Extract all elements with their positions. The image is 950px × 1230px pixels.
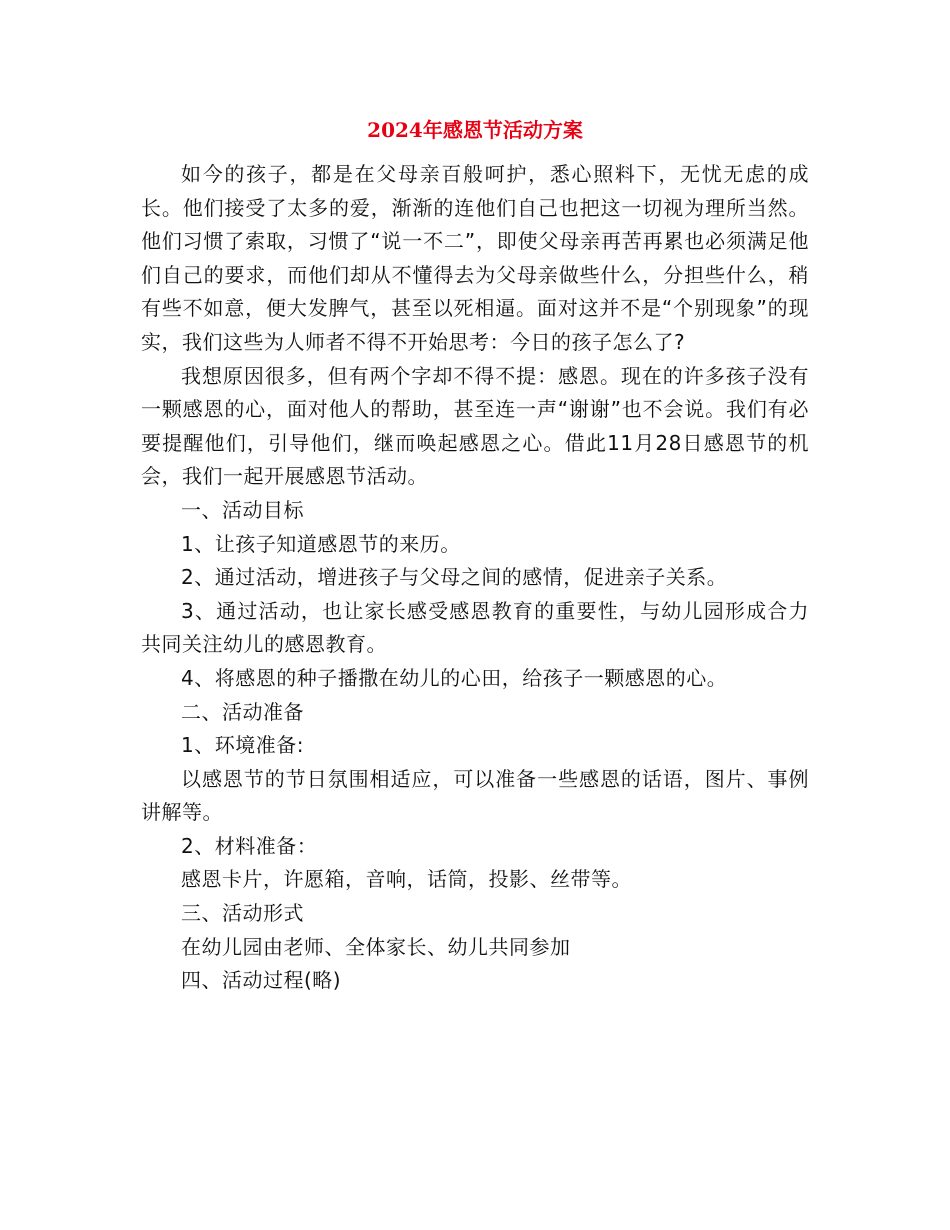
format-detail: 在幼儿园由老师、全体家长、幼儿共同参加 <box>181 934 571 959</box>
paragraph-gratitude: 我想原因很多，但有两个字却不得不提：感恩。现在的许多孩子没有一颗感恩的心，面对他人的帮助，甚至连一声“谢谢”也不会说。我们有必要提醒他们，引导他们，继而唤起感恩之心。借此11月28日感恩节的机会，我们一起开展感恩节活动。 <box>141 363 809 489</box>
section-heading-goals: 一、活动目标 <box>181 497 304 522</box>
goal-item: 1、让孩子知道感恩节的来历。 <box>181 531 461 556</box>
section-heading-preparation: 二、活动准备 <box>181 699 304 724</box>
preparation-detail: 以感恩节的节日氛围相适应，可以准备一些感恩的话语，图片、事例讲解等。 <box>141 766 809 825</box>
preparation-detail: 感恩卡片，许愿箱，音响，话筒，投影、丝带等。 <box>181 867 632 892</box>
preparation-subheading: 2、材料准备： <box>181 833 318 858</box>
goal-item: 2、通过活动，增进孩子与父母之间的感情，促进亲子关系。 <box>181 565 728 590</box>
section-heading-format: 三、活动形式 <box>181 901 304 926</box>
goal-item: 4、将感恩的种子播撒在幼儿的心田，给孩子一颗感恩的心。 <box>181 665 728 690</box>
document-body <box>141 158 809 998</box>
document-title: 2024年感恩节活动方案 <box>367 118 583 142</box>
section-heading-process: 四、活动过程(略) <box>181 968 342 993</box>
paragraph-intro: 如今的孩子，都是在父母亲百般呵护，悉心照料下，无忧无虑的成长。他们接受了太多的爱，渐渐的连他们自己也把这一切视为理所当然。他们习惯了索取，习惯了“说一不二”，即使父母亲再苦再累也必须满足他们自己的要求，而他们却从不懂得去为父母亲做些什么，分担些什么，稍有些不如意，便大发脾气，甚至以死相逼。面对这并不是“个别现象”的现实，我们这些为人师者不得不开始思考：今日的孩子怎么了? <box>141 162 809 354</box>
goal-item: 3、通过活动，也让家长感受感恩教育的重要性，与幼儿园形成合力共同关注幼儿的感恩教育。 <box>141 598 809 657</box>
preparation-subheading: 1、环境准备: <box>181 733 304 758</box>
